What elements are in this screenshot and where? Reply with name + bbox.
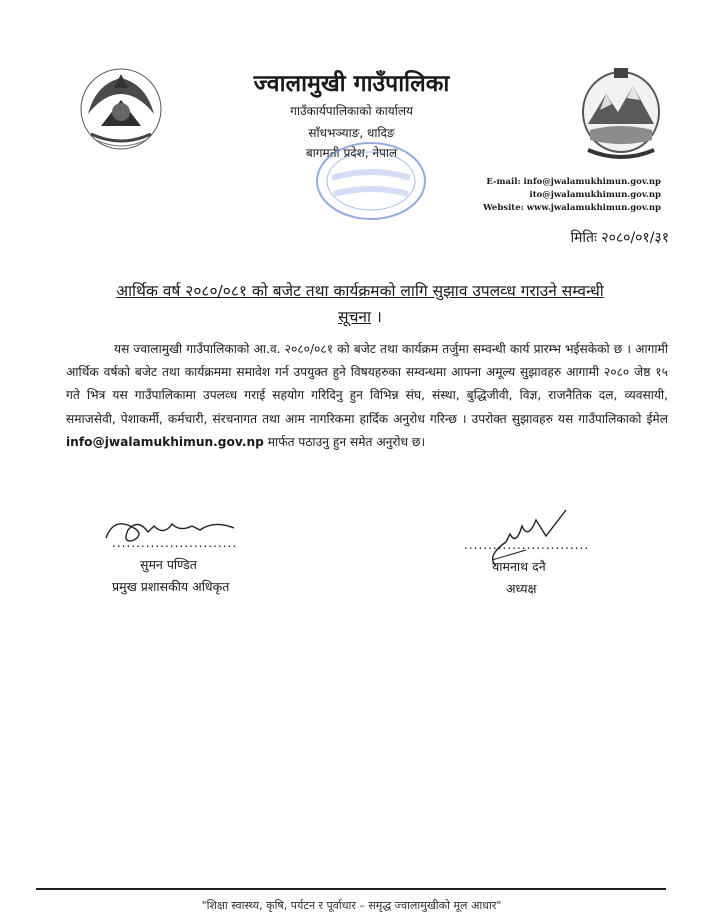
notice-heading — [60, 278, 660, 330]
notice-body — [66, 338, 668, 454]
left-signature-line: .......................... — [112, 536, 238, 550]
nepal-emblem-icon — [76, 64, 166, 158]
office-province: बागमती प्रदेश, नेपाल — [305, 146, 398, 160]
left-signatory-title: प्रमुख प्रशासकीय अधिकृत — [112, 579, 230, 594]
contact-email: E-mail: info@jwalamukhimun.gov.np — [486, 177, 661, 187]
contact-email-secondary: ito@jwalamukhimun.gov.np — [529, 190, 661, 200]
body-email: info@jwalamukhimun.gov.np — [66, 434, 264, 449]
left-signatory-name: सुमन पण्डित — [140, 557, 197, 572]
notice-date: मितिः २०८०/०१/३१ — [570, 230, 669, 246]
office-location: साँधभञ्याङ, धादिङ — [308, 126, 395, 140]
body-text: यस ज्वालामुखी गाउँपालिकाको आ.व. २०८०/०८१ को बजेट तथा कार्यक्रम तर्जुमा सम्वन्धी कार्य प्रारम्भ भईसकेको छ । आगामी आर्थिक वर्षको बजेट तथा कार्यक्रममा समावेश गर्न उपयुक्त हुने विषयहरुका सम्वन्धमा आफ्ना अमूल्य सुझावहरु आगामी २०८० जेष्ठ १५ गते भित्र यस गाउँपालिकामा उपलव्ध गराई सहयोग गरिदिनु हुन विभिन्न संघ, संस्था, बुद्धिजीवी, विज्ञ, राजनैतिक दल, व्यवसायी, समाजसेवी, पेशाकर्मी, कर्मचारी, संरचनागत तथा आम नागरिकमा हार्दिक अनुरोध गरिन्छ । उपरोक्त सुझावहरु यस गाउँपालिकाको ईमेल — [66, 342, 668, 426]
contact-website: Website: www.jwalamukhimun.gov.np — [483, 203, 661, 213]
right-signature-line: .......................... — [464, 538, 590, 552]
right-signatory-name: यामनाथ दनै — [492, 559, 546, 574]
heading-end: । — [371, 308, 382, 326]
right-signatory-title: अध्यक्ष — [506, 581, 537, 596]
footer-motto: "शिक्षा स्वास्थ्य, कृषि, पर्यटन र पूर्वाधार – समृद्ध ज्वालामुखीको मूल आधार" — [201, 899, 502, 912]
footer-divider — [36, 888, 666, 890]
municipality-logo-icon — [578, 64, 664, 168]
contact-block — [431, 176, 661, 215]
office-name: गाउँकार्यपालिकाको कार्यालय — [290, 104, 413, 118]
body-text-end: मार्फत पठाउनु हुन समेत अनुरोध छ। — [263, 434, 426, 449]
heading-line: आर्थिक वर्ष २०८०/०८१ को बजेट तथा कार्यक्रमको लागि सुझाव उपलव्ध गराउने सम्वन्धी — [116, 282, 604, 300]
heading-word: सूचना — [338, 308, 372, 326]
office-stamp-icon — [312, 138, 430, 228]
municipality-title: ज्वालामुखी गाउँपालिका — [253, 71, 450, 97]
